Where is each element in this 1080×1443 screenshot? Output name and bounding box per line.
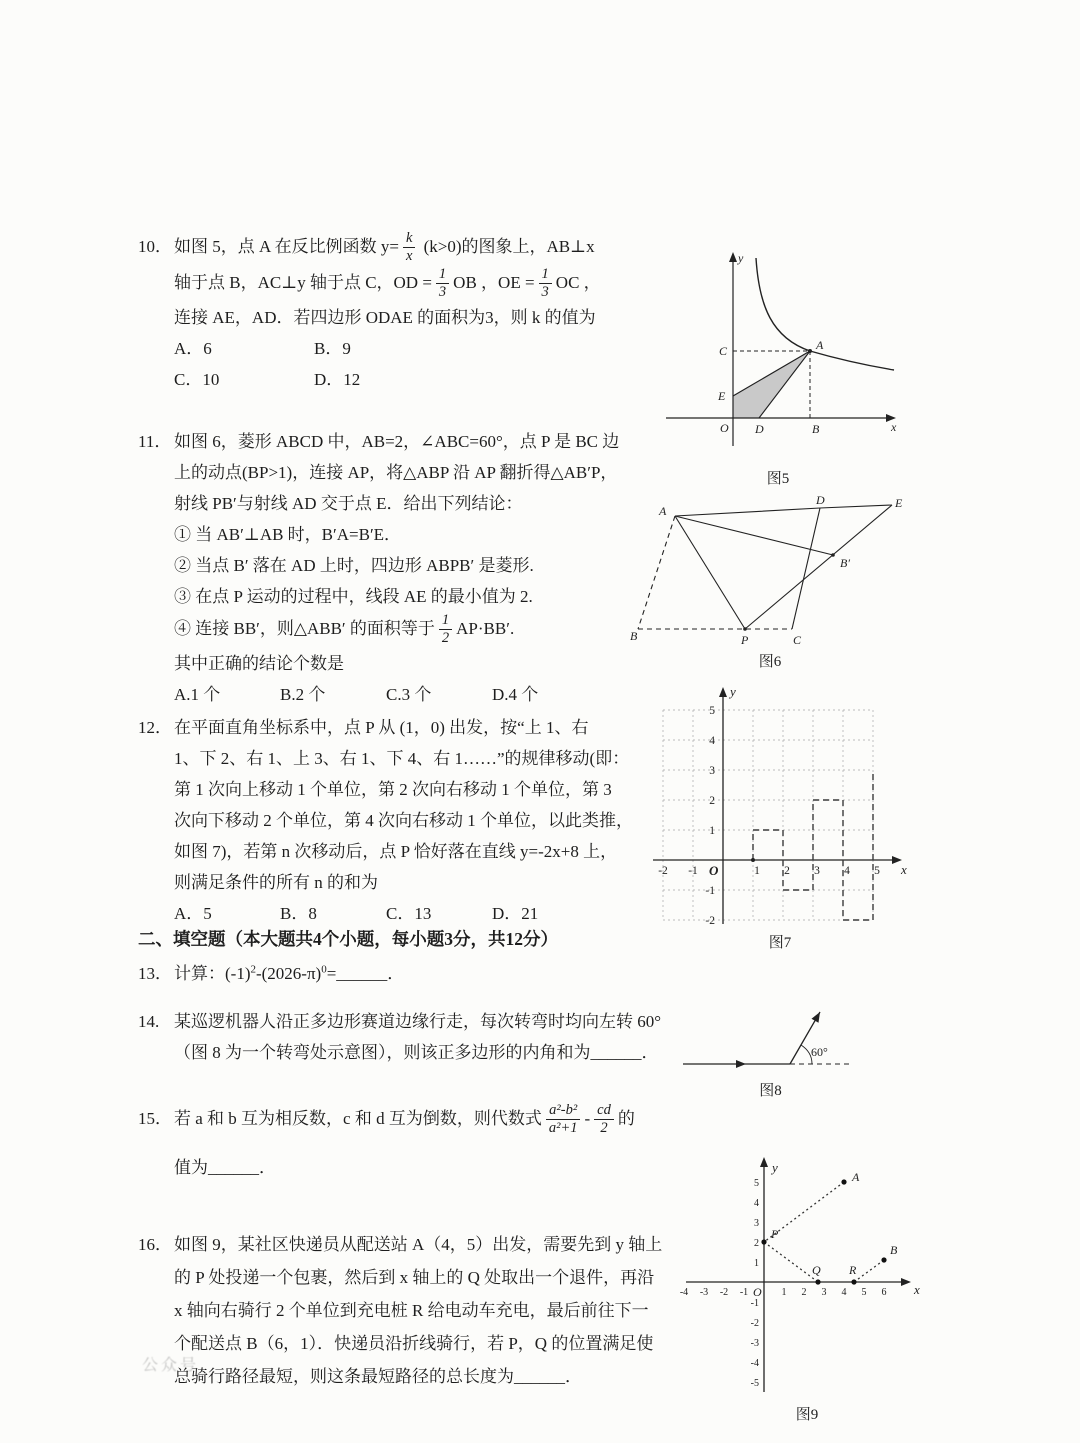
fig9-caption: 图9 xyxy=(795,1407,819,1423)
svg-text:A: A xyxy=(852,1170,860,1184)
p11-text-2: 上的动点(BP>1)，连接 AP，将△ABP 沿 AP 翻折得△AB′P， xyxy=(174,463,618,482)
p11-item-1 xyxy=(138,519,698,550)
p13-number: 13． xyxy=(138,964,172,983)
svg-text:3: 3 xyxy=(814,865,820,877)
p11-options-row xyxy=(138,679,698,710)
p13-exponent-0: 0 xyxy=(321,963,327,976)
svg-text:-2: -2 xyxy=(705,915,715,927)
fraction-a2b2-over-a21: $\frac{\text{a²-b²}}{\text{a²+1}}$ xyxy=(546,1102,581,1138)
p12-line-5 xyxy=(138,836,698,867)
svg-text:y: y xyxy=(772,1160,778,1175)
svg-text:C: C xyxy=(793,633,802,647)
fig9-route-plot xyxy=(672,1130,942,1402)
svg-text:4: 4 xyxy=(709,735,715,747)
fraction-cd-over-2: $\frac{cd}{2}$ xyxy=(594,1102,614,1138)
svg-text:1: 1 xyxy=(754,865,760,877)
p11-text-4: 其中正确的结论个数是 xyxy=(174,653,344,673)
svg-text:B: B xyxy=(890,1243,898,1257)
p13-exponent-2: 2 xyxy=(250,963,256,976)
svg-text:Q: Q xyxy=(812,1263,821,1277)
p12-line-4 xyxy=(138,805,698,836)
figure-8 xyxy=(678,1006,863,1100)
svg-text:5: 5 xyxy=(709,705,715,717)
p16-number: 16． xyxy=(138,1235,172,1254)
p12-line-3 xyxy=(138,774,698,805)
fig6-caption: 图6 xyxy=(758,654,782,670)
p11-statement-4b: AP·BB′. xyxy=(456,618,515,638)
p11-statement-1: ① 当 AB′⊥AB 时，B′A=B′E． xyxy=(174,525,402,544)
p16-text-2: 的 P 处投递一个包裹，然后到 x 轴上的 Q 处取出一个退件，再沿 xyxy=(174,1268,655,1287)
svg-text:2: 2 xyxy=(801,1287,807,1298)
fig7-labels xyxy=(658,684,907,927)
svg-text:5: 5 xyxy=(861,1287,867,1298)
svg-text:B: B xyxy=(812,422,820,436)
p16-text-4: 个配送点 B（6，1）．快递员沿折线骑行，若 P，Q 的位置满足使 xyxy=(174,1334,654,1353)
p10-line-2 xyxy=(138,266,698,302)
p11-option-d: D.4 个 xyxy=(492,684,539,704)
svg-text:2: 2 xyxy=(709,795,715,807)
p10-text-1b: (k>0)的图象上，AB⊥x xyxy=(419,236,595,256)
watermark: 公众号 xyxy=(142,1357,200,1374)
fig5-point-A xyxy=(808,349,812,353)
svg-text:P: P xyxy=(771,1227,779,1241)
p12-text-3: 第 1 次向上移动 1 个单位，第 2 次向右移动 1 个单位，第 3 xyxy=(174,780,612,799)
fig7-yaxis-arrow xyxy=(719,687,727,697)
svg-text:-1: -1 xyxy=(705,885,715,897)
svg-text:-1: -1 xyxy=(750,1298,759,1309)
p11-option-c: C.3 个 xyxy=(386,684,432,704)
fraction-k-over-x: $\frac{k}{x}$ xyxy=(403,230,415,266)
fig5-yaxis-arrow xyxy=(729,252,737,262)
p16-text-5: 总骑行路径最短，则这条最短路径的总长度为______． xyxy=(174,1367,582,1386)
p10-line-3 xyxy=(138,302,698,333)
p11-number: 11． xyxy=(138,432,172,451)
p15-minus-sign: - xyxy=(584,1108,591,1128)
svg-text:y: y xyxy=(730,684,736,699)
svg-text:5: 5 xyxy=(874,865,880,877)
fig6-solid-segments xyxy=(675,505,892,629)
p11-option-a: A.1 个 xyxy=(174,684,221,704)
svg-text:x: x xyxy=(914,1282,920,1297)
svg-text:4: 4 xyxy=(841,1287,847,1298)
p11-line-3 xyxy=(138,488,698,519)
svg-text:O: O xyxy=(753,1285,762,1299)
svg-text:B: B xyxy=(630,629,638,643)
svg-text:A: A xyxy=(816,338,824,352)
svg-text:y: y xyxy=(738,251,744,265)
fig5-shaded-region xyxy=(733,351,810,418)
fig8-caption: 图8 xyxy=(759,1083,782,1099)
p16-text-1: 如图 9，某社区快递员从配送站 A（4，5）出发，需要先到 y 轴上 xyxy=(174,1235,663,1254)
figure-5 xyxy=(658,246,898,488)
p10-option-c: C．10 xyxy=(174,369,220,389)
svg-text:B′: B′ xyxy=(840,556,850,570)
p10-number: 10． xyxy=(138,236,172,256)
svg-text:-4: -4 xyxy=(679,1287,689,1298)
fig7-gridlines xyxy=(663,710,873,920)
svg-text:1: 1 xyxy=(781,1287,787,1298)
svg-text:D: D xyxy=(755,422,764,436)
p12-number: 12． xyxy=(138,718,172,737)
svg-text:-1: -1 xyxy=(688,865,698,877)
figure-7 xyxy=(645,662,915,952)
p11-text-1: 如图 6，菱形 ABCD 中，AB=2，∠ABC=60°，点 P 是 BC 边 xyxy=(174,432,620,451)
fraction-one-third: $\frac{1}{3}$ xyxy=(539,266,552,302)
fig6-rhombus xyxy=(630,494,910,649)
svg-text:1: 1 xyxy=(754,1258,759,1269)
svg-text:A: A xyxy=(659,504,667,518)
p10-options-row-2 xyxy=(138,364,698,395)
p10-text-1a: 如图 5，点 A 在反比例函数 y= xyxy=(174,236,399,256)
svg-text:-2: -2 xyxy=(719,1287,729,1298)
p11-text-3: 射线 PB′与射线 AD 交于点 E．给出下列结论： xyxy=(174,494,523,513)
p14-line-1 xyxy=(138,1006,738,1037)
p12-text-1: 在平面直角坐标系中，点 P 从 (1，0) 出发，按“上 1、右 xyxy=(174,718,589,737)
svg-text:3: 3 xyxy=(754,1218,759,1229)
fig9-axes xyxy=(686,1164,904,1392)
fig7-start-point xyxy=(751,858,755,862)
p12-option-a: A．5 xyxy=(174,904,212,923)
svg-text:4: 4 xyxy=(844,865,850,877)
p15-text-1a: 若 a 和 b 互为相反数，c 和 d 互为倒数，则代数式 xyxy=(174,1108,542,1128)
svg-text:R: R xyxy=(849,1263,857,1277)
fig7-caption: 图7 xyxy=(768,935,792,951)
svg-text:-1: -1 xyxy=(739,1287,749,1298)
figure-9 xyxy=(672,1130,942,1424)
svg-text:-3: -3 xyxy=(699,1287,709,1298)
p11-line-2 xyxy=(138,457,698,488)
figure-6 xyxy=(630,494,910,671)
p11-item-2 xyxy=(138,550,698,581)
p10-text-2c: OC ， xyxy=(555,272,601,292)
p12-text-6: 则满足条件的所有 n 的和为 xyxy=(174,873,378,892)
p10-option-d: D．12 xyxy=(314,369,361,389)
p10-options-row-1 xyxy=(138,333,698,364)
svg-text:O: O xyxy=(720,421,729,435)
fig9-xtick-labels xyxy=(680,1287,887,1298)
p11-statement-4a: ④ 连接 BB′，则△ABB′ 的面积等于 xyxy=(174,618,435,638)
svg-text:2: 2 xyxy=(754,1238,759,1249)
fig9-ytick-labels xyxy=(751,1178,759,1389)
p10-text-3: 连接 AE，AD．若四边形 ODAE 的面积为3，则 k 的值为 xyxy=(174,307,596,327)
fraction-one-third: $\frac{1}{3}$ xyxy=(436,266,449,302)
p14-text-2: （图 8 为一个转弯处示意图），则该正多边形的内角和为______． xyxy=(174,1043,659,1062)
problem-14 xyxy=(138,1006,738,1068)
p12-option-c: C．13 xyxy=(386,904,432,923)
p16-text-3: x 轴向右骑行 2 个单位到充电桩 R 给电动车充电，最后前往下一 xyxy=(174,1301,649,1320)
fig9-points xyxy=(761,1179,886,1284)
fig5-axes xyxy=(666,260,888,446)
fig8-turn-diagram xyxy=(678,1006,863,1078)
svg-text:2: 2 xyxy=(784,865,790,877)
svg-text:3: 3 xyxy=(709,765,715,777)
p15-text-2: 值为______． xyxy=(174,1157,276,1177)
p11-statement-3: ③ 在点 P 运动的过程中，线段 AE 的最小值为 2. xyxy=(174,587,533,606)
p12-text-4: 次向下移动 2 个单位，第 4 次向右移动 1 个单位，以此类推， xyxy=(174,811,633,830)
fig8-direction-arrow xyxy=(736,1060,746,1068)
p11-line-4 xyxy=(138,648,698,679)
svg-text:P: P xyxy=(741,633,749,647)
svg-text:E: E xyxy=(895,496,903,510)
p12-option-d: D．21 xyxy=(492,904,539,923)
p14-number: 14. xyxy=(138,1012,160,1031)
section-2-header: 二、填空题（本大题共4个小题，每小题3分，共12分） xyxy=(138,929,558,949)
p14-text-1: 某巡逻机器人沿正多边形赛道边缘行走，每次转弯时均向左转 60° xyxy=(174,1012,662,1031)
fig7-grid-plot xyxy=(645,662,915,930)
p13-line-1 xyxy=(138,958,698,989)
svg-text:-5: -5 xyxy=(750,1378,759,1389)
p13-text-b: -(2026-π) xyxy=(255,964,322,983)
fig8-turned-arrow xyxy=(812,1012,821,1023)
p16-line-4 xyxy=(138,1327,698,1360)
problem-11 xyxy=(138,426,698,710)
svg-text:1: 1 xyxy=(709,825,715,837)
p11-statement-2: ② 当点 B′ 落在 AD 上时，四边形 ABPB′ 是菱形. xyxy=(174,556,534,575)
p15-text-1b: 的 xyxy=(617,1108,635,1128)
p10-option-a: A．6 xyxy=(174,338,212,358)
problem-12 xyxy=(138,712,698,929)
p12-line-1 xyxy=(138,712,698,743)
svg-text:O: O xyxy=(709,863,719,878)
p13-text-c: =______． xyxy=(326,964,405,983)
p11-item-4 xyxy=(138,612,698,648)
svg-text:C: C xyxy=(719,344,728,358)
svg-text:-3: -3 xyxy=(750,1338,759,1349)
p12-text-2: 1、下 2、右 1、上 3、右 1、下 4、右 1……”的规律移动(即： xyxy=(174,749,630,768)
p16-line-5 xyxy=(138,1360,698,1393)
p11-line-1 xyxy=(138,426,698,457)
p13-text-a: 计算：(-1) xyxy=(174,964,251,983)
p15-number: 15． xyxy=(138,1108,172,1128)
p14-line-2 xyxy=(138,1037,738,1068)
fig9-yaxis-arrow xyxy=(760,1157,768,1167)
p12-line-6 xyxy=(138,867,698,898)
fig7-movement-path xyxy=(753,770,873,920)
svg-text:x: x xyxy=(891,420,897,434)
problem-16 xyxy=(138,1228,698,1393)
svg-text:4: 4 xyxy=(754,1198,759,1209)
svg-text:5: 5 xyxy=(754,1178,759,1189)
fig7-axes xyxy=(653,694,895,924)
p12-options-row xyxy=(138,898,698,929)
svg-text:x: x xyxy=(901,862,907,877)
svg-text:-4: -4 xyxy=(750,1358,759,1369)
p10-text-2a: 轴于点 B，AC⊥y 轴于点 C，OD = xyxy=(174,272,432,292)
p16-line-2 xyxy=(138,1261,698,1294)
svg-text:-2: -2 xyxy=(658,865,668,877)
fig5-caption: 图5 xyxy=(766,471,790,487)
p11-option-b: B.2 个 xyxy=(280,684,326,704)
problem-10 xyxy=(138,230,698,395)
fig8-angle-label: 60° xyxy=(811,1045,828,1059)
svg-text:6: 6 xyxy=(881,1287,887,1298)
fig9-point-labels xyxy=(753,1160,920,1299)
p10-line-1 xyxy=(138,230,698,266)
fig5-graph xyxy=(658,246,898,466)
p12-line-2 xyxy=(138,743,698,774)
problem-13 xyxy=(138,958,698,989)
fig6-dashed-sides xyxy=(638,516,792,629)
p12-text-5: 如图 7)，若第 n 次移动后，点 P 恰好落在直线 y=-2x+8 上， xyxy=(174,842,618,861)
p10-text-2b: OB ，OE = xyxy=(453,272,535,292)
fig9-xaxis-arrow xyxy=(901,1278,911,1286)
p16-line-3 xyxy=(138,1294,698,1327)
fig6-labels xyxy=(630,494,903,647)
svg-text:D: D xyxy=(816,494,825,507)
svg-text:-2: -2 xyxy=(750,1318,759,1329)
fig5-hyperbola-curve xyxy=(756,258,894,370)
p11-item-3 xyxy=(138,581,698,612)
svg-text:3: 3 xyxy=(821,1287,827,1298)
p10-option-b: B．9 xyxy=(314,338,351,358)
p12-option-b: B．8 xyxy=(280,904,317,923)
svg-text:E: E xyxy=(718,389,726,403)
p16-line-1 xyxy=(138,1228,698,1261)
fraction-one-half: $\frac{1}{2}$ xyxy=(439,612,452,648)
fig9-route-dotted-lines xyxy=(764,1182,884,1282)
